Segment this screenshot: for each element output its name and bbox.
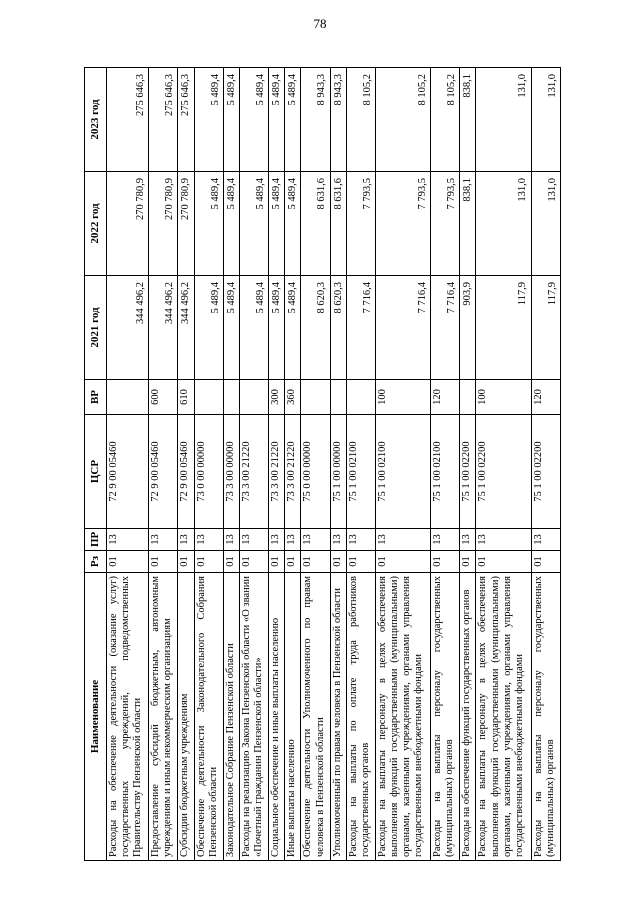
cell-2021: 5 489,4 [285, 276, 301, 380]
cell-rz: 01 [223, 551, 239, 573]
cell-2022: 5 489,4 [285, 172, 301, 276]
cell-vr: 300 [269, 380, 285, 415]
cell-2023: 5 489,4 [239, 68, 268, 172]
cell-vr: 610 [178, 380, 194, 415]
cell-name: Иные выплаты населению [285, 573, 301, 861]
cell-name: Субсидии бюджетным учреждениям [178, 573, 194, 861]
cell-vr [460, 380, 476, 415]
cell-csr: 72 9 00 05460 [149, 415, 178, 529]
cell-pr: 13 [476, 529, 531, 551]
cell-name: Уполномоченный по правам человека в Пензенской области [330, 573, 346, 861]
page-number: 78 [313, 16, 327, 31]
cell-2022: 5 489,4 [194, 172, 223, 276]
cell-name: Расходы на обеспечение функций государственных органов [460, 573, 476, 861]
cell-2022: 131,0 [476, 172, 531, 276]
cell-rz: 01 [431, 551, 460, 573]
cell-2021: 8 620,3 [301, 276, 330, 380]
cell-vr: 120 [431, 380, 460, 415]
cell-2023: 8 105,2 [431, 68, 460, 172]
cell-pr: 13 [301, 529, 330, 551]
cell-2022: 270 780,9 [178, 172, 194, 276]
cell-pr: 13 [178, 529, 194, 551]
cell-csr: 73 0 00 00000 [194, 415, 223, 529]
cell-pr: 13 [531, 529, 560, 551]
cell-pr: 13 [330, 529, 346, 551]
cell-2023: 838,1 [460, 68, 476, 172]
cell-2022: 5 489,4 [223, 172, 239, 276]
header-pr: ПР [85, 529, 107, 551]
cell-csr: 73 3 00 21220 [269, 415, 285, 529]
cell-2022: 8 631,6 [330, 172, 346, 276]
cell-2021: 117,9 [531, 276, 560, 380]
cell-name: Расходы на выплаты по оплате труда работников государственных органов [346, 573, 375, 861]
cell-2021: 5 489,4 [223, 276, 239, 380]
cell-name: Расходы на обеспечение деятельности (оказание услуг) государственных учреждений, подведомственных Правительству Пензенской области [107, 573, 149, 861]
cell-vr: 100 [476, 380, 531, 415]
cell-csr: 75 1 00 02100 [431, 415, 460, 529]
cell-csr: 72 9 00 05460 [107, 415, 149, 529]
cell-name: Обеспечение деятельности Уполномоченного по правам человека в Пензенской области [301, 573, 330, 861]
cell-vr [194, 380, 223, 415]
cell-csr: 72 9 00 05460 [178, 415, 194, 529]
cell-csr: 75 1 00 02100 [375, 415, 430, 529]
table-body [107, 68, 561, 861]
cell-csr: 73 3 00 00000 [223, 415, 239, 529]
cell-2023: 5 489,4 [194, 68, 223, 172]
cell-rz: 01 [476, 551, 531, 573]
cell-2023: 5 489,4 [285, 68, 301, 172]
cell-name: Социальное обеспечение и иные выплаты населению [269, 573, 285, 861]
cell-2022: 7 793,5 [431, 172, 460, 276]
cell-vr: 100 [375, 380, 430, 415]
header-rz: Рз [85, 551, 107, 573]
table-row [178, 68, 194, 861]
cell-2023: 8 943,3 [330, 68, 346, 172]
cell-2023: 8 943,3 [301, 68, 330, 172]
cell-rz: 01 [239, 551, 268, 573]
cell-2023: 8 105,2 [346, 68, 375, 172]
cell-2021: 5 489,4 [269, 276, 285, 380]
cell-vr [346, 380, 375, 415]
cell-2021: 8 620,3 [330, 276, 346, 380]
cell-2023: 275 646,3 [107, 68, 149, 172]
cell-2023: 8 105,2 [375, 68, 430, 172]
header-csr: ЦСР [85, 415, 107, 529]
cell-name: Расходы на выплаты персоналу в целях обеспечения выполнения функций государственными (муниципальными) органами, казенными учреждениями, органами управления государственными внебюджетными фондами [476, 573, 531, 861]
cell-2021: 5 489,4 [194, 276, 223, 380]
table-row [531, 68, 560, 861]
table-row [239, 68, 268, 861]
cell-vr [107, 380, 149, 415]
cell-2021: 903,9 [460, 276, 476, 380]
cell-csr: 75 1 00 02100 [346, 415, 375, 529]
cell-csr: 73 3 00 21220 [239, 415, 268, 529]
rotated-page-area [84, 68, 561, 861]
cell-2022: 838,1 [460, 172, 476, 276]
header-name: Наименование [85, 573, 107, 861]
cell-rz: 01 [285, 551, 301, 573]
cell-pr: 13 [285, 529, 301, 551]
cell-pr: 13 [269, 529, 285, 551]
cell-rz: 01 [531, 551, 560, 573]
header-2022: 2022 год [85, 172, 107, 276]
cell-pr: 13 [375, 529, 430, 551]
cell-csr: 75 1 00 02200 [476, 415, 531, 529]
cell-2023: 131,0 [476, 68, 531, 172]
cell-2021: 344 496,2 [178, 276, 194, 380]
cell-vr: 120 [531, 380, 560, 415]
header-2021: 2021 год [85, 276, 107, 380]
table-row [194, 68, 223, 861]
cell-csr: 73 3 00 21220 [285, 415, 301, 529]
cell-pr: 13 [431, 529, 460, 551]
cell-2021: 344 496,2 [107, 276, 149, 380]
cell-rz: 01 [346, 551, 375, 573]
cell-pr: 13 [239, 529, 268, 551]
cell-rz: 01 [269, 551, 285, 573]
cell-rz: 01 [460, 551, 476, 573]
cell-vr [301, 380, 330, 415]
table-row [149, 68, 178, 861]
cell-pr: 13 [346, 529, 375, 551]
cell-vr [223, 380, 239, 415]
table-row [346, 68, 375, 861]
cell-2022: 7 793,5 [375, 172, 430, 276]
cell-pr: 13 [107, 529, 149, 551]
cell-2022: 270 780,9 [107, 172, 149, 276]
cell-csr: 75 0 00 00000 [301, 415, 330, 529]
cell-2021: 7 716,4 [431, 276, 460, 380]
cell-pr: 13 [223, 529, 239, 551]
cell-2023: 5 489,4 [269, 68, 285, 172]
table-row [330, 68, 346, 861]
cell-2021: 344 496,2 [149, 276, 178, 380]
cell-vr: 600 [149, 380, 178, 415]
cell-2022: 5 489,4 [239, 172, 268, 276]
cell-2022: 8 631,6 [301, 172, 330, 276]
cell-2022: 131,0 [531, 172, 560, 276]
cell-2022: 5 489,4 [269, 172, 285, 276]
table-row [285, 68, 301, 861]
cell-rz: 01 [194, 551, 223, 573]
rotated-table-wrapper [84, 68, 561, 861]
table-row [431, 68, 460, 861]
cell-2021: 117,9 [476, 276, 531, 380]
cell-pr: 13 [149, 529, 178, 551]
cell-rz: 01 [107, 551, 149, 573]
cell-name: Законодательное Собрание Пензенской области [223, 573, 239, 861]
cell-rz: 01 [178, 551, 194, 573]
table-row [301, 68, 330, 861]
cell-name: Расходы на выплаты персоналу государственных (муниципальных) органов [431, 573, 460, 861]
cell-pr: 13 [460, 529, 476, 551]
table-row [223, 68, 239, 861]
cell-name: Расходы на выплаты персоналу в целях обеспечения выполнения функций государственными (муниципальными) органами, казенными учреждениями, органами управления государственными внебюджетными фондами [375, 573, 430, 861]
cell-csr: 75 1 00 02200 [531, 415, 560, 529]
cell-2021: 5 489,4 [239, 276, 268, 380]
cell-name: Расходы на выплаты персоналу государственных (муниципальных) органов [531, 573, 560, 861]
cell-name: Расходы на реализацию Закона Пензенской области «О звании «Почетный гражданин Пензенской области» [239, 573, 268, 861]
table-row [375, 68, 430, 861]
cell-rz: 01 [330, 551, 346, 573]
header-vr: ВР [85, 380, 107, 415]
header-2023: 2023 год [85, 68, 107, 172]
cell-vr: 360 [285, 380, 301, 415]
cell-name: Предоставление субсидий бюджетным, автономным учреждениям и иным некоммерческим организациям [149, 573, 178, 861]
cell-vr [239, 380, 268, 415]
cell-csr: 75 1 00 00000 [330, 415, 346, 529]
cell-2023: 275 646,3 [178, 68, 194, 172]
table-row [460, 68, 476, 861]
cell-rz: 01 [375, 551, 430, 573]
cell-2022: 270 780,9 [149, 172, 178, 276]
cell-2021: 7 716,4 [346, 276, 375, 380]
budget-table [84, 67, 561, 861]
cell-pr: 13 [194, 529, 223, 551]
cell-2023: 275 646,3 [149, 68, 178, 172]
table-row [269, 68, 285, 861]
cell-rz: 01 [301, 551, 330, 573]
table-row [107, 68, 149, 861]
cell-vr [330, 380, 346, 415]
cell-rz: 01 [149, 551, 178, 573]
table-header-row [85, 68, 107, 861]
cell-2021: 7 716,4 [375, 276, 430, 380]
cell-2023: 131,0 [531, 68, 560, 172]
cell-name: Обеспечение деятельности Законодательного Собрания Пензенской области [194, 573, 223, 861]
cell-2023: 5 489,4 [223, 68, 239, 172]
cell-csr: 75 1 00 02200 [460, 415, 476, 529]
cell-2022: 7 793,5 [346, 172, 375, 276]
table-row [476, 68, 531, 861]
